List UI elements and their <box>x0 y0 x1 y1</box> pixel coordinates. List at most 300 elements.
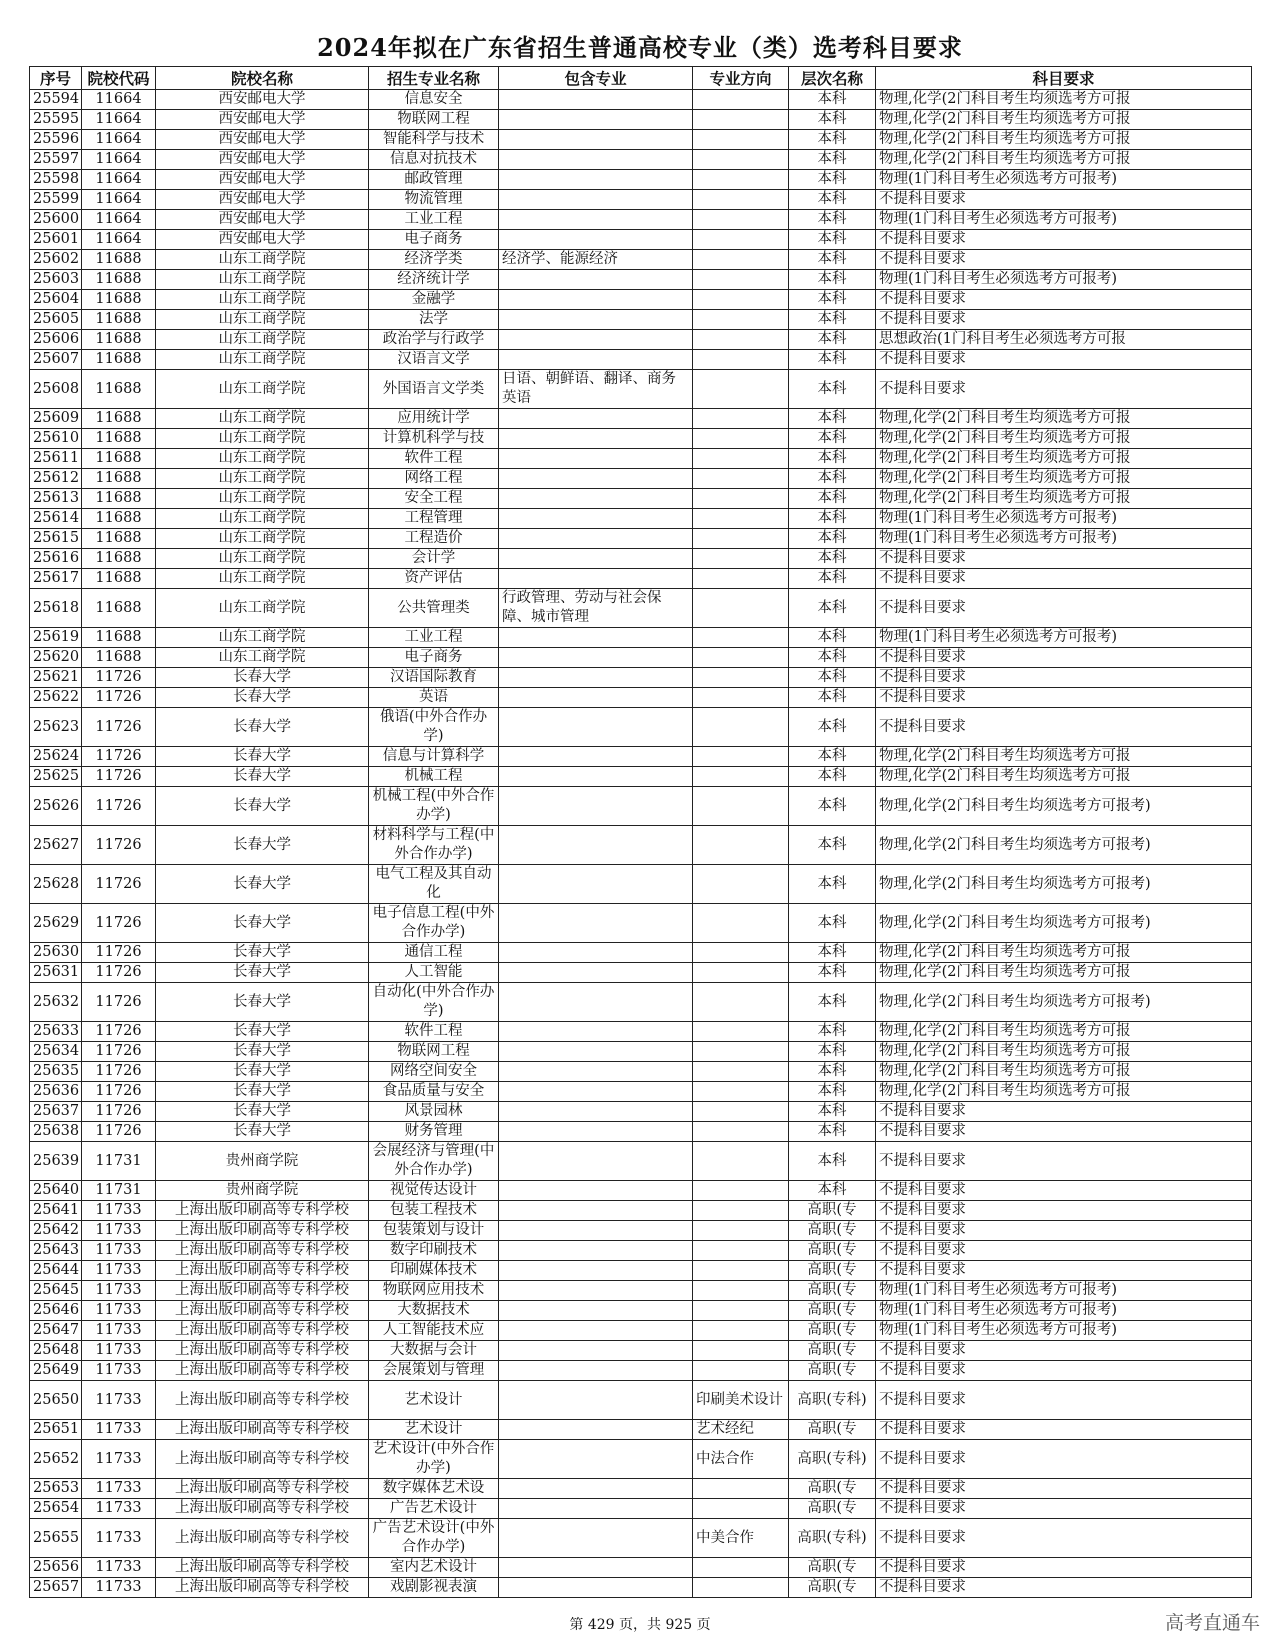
table-row <box>30 90 1252 110</box>
direction-cell <box>693 509 789 529</box>
level-cell: 本科 <box>789 688 876 708</box>
major-name-cell: 广告艺术设计 <box>369 1499 499 1519</box>
major-name-cell: 会展策划与管理 <box>369 1361 499 1381</box>
serial-cell: 25600 <box>30 210 82 230</box>
included-majors-cell <box>499 767 693 787</box>
direction-cell <box>693 747 789 767</box>
serial-cell: 25646 <box>30 1301 82 1321</box>
school-name-cell: 上海出版印刷高等专科学校 <box>156 1578 369 1598</box>
school-name-cell: 长春大学 <box>156 1062 369 1082</box>
major-name-cell: 戏剧影视表演 <box>369 1578 499 1598</box>
school-code-cell: 11688 <box>82 429 156 449</box>
school-code-cell: 11688 <box>82 449 156 469</box>
level-cell: 高职(专 <box>789 1221 876 1241</box>
level-cell: 高职(专科) <box>789 1519 876 1558</box>
school-code-cell: 11733 <box>82 1420 156 1440</box>
subject-requirement-cell: 不提科目要求 <box>876 589 1252 628</box>
serial-cell: 25594 <box>30 90 82 110</box>
table-row <box>30 1301 1252 1321</box>
school-code-cell: 11664 <box>82 170 156 190</box>
direction-cell <box>693 1181 789 1201</box>
serial-cell: 25641 <box>30 1201 82 1221</box>
subject-requirements-table <box>29 66 1252 1598</box>
table-row <box>30 370 1252 409</box>
direction-cell <box>693 330 789 350</box>
table-row <box>30 529 1252 549</box>
direction-cell <box>693 569 789 589</box>
included-majors-cell <box>499 290 693 310</box>
table-row <box>30 1142 1252 1181</box>
major-name-cell: 材料科学与工程(中外合作办学) <box>369 826 499 865</box>
school-name-cell: 山东工商学院 <box>156 330 369 350</box>
serial-cell: 25595 <box>30 110 82 130</box>
major-name-cell: 人工智能 <box>369 963 499 983</box>
level-cell: 本科 <box>789 170 876 190</box>
direction-cell <box>693 1578 789 1598</box>
serial-cell: 25638 <box>30 1122 82 1142</box>
serial-cell: 25604 <box>30 290 82 310</box>
major-name-cell: 艺术设计 <box>369 1420 499 1440</box>
table-row <box>30 1062 1252 1082</box>
major-name-cell: 软件工程 <box>369 1022 499 1042</box>
school-name-cell: 山东工商学院 <box>156 449 369 469</box>
serial-cell: 25619 <box>30 628 82 648</box>
level-cell: 本科 <box>789 1122 876 1142</box>
level-cell: 本科 <box>789 943 876 963</box>
table-row <box>30 688 1252 708</box>
included-majors-cell <box>499 190 693 210</box>
subject-requirement-cell: 不提科目要求 <box>876 1440 1252 1479</box>
level-cell: 本科 <box>789 1062 876 1082</box>
table-row <box>30 170 1252 190</box>
major-name-cell: 艺术设计(中外合作办学) <box>369 1440 499 1479</box>
major-name-cell: 艺术设计 <box>369 1381 499 1420</box>
included-majors-cell <box>499 1261 693 1281</box>
level-cell: 本科 <box>789 489 876 509</box>
school-code-cell: 11726 <box>82 747 156 767</box>
serial-cell: 25607 <box>30 350 82 370</box>
table-row <box>30 1042 1252 1062</box>
school-name-cell: 长春大学 <box>156 865 369 904</box>
subject-requirement-cell: 物理,化学(2门科目考生均须选考方可报 <box>876 1082 1252 1102</box>
table-row <box>30 708 1252 747</box>
direction-cell <box>693 270 789 290</box>
major-name-cell: 室内艺术设计 <box>369 1558 499 1578</box>
serial-cell: 25630 <box>30 943 82 963</box>
school-code-cell: 11688 <box>82 549 156 569</box>
major-name-cell: 会展经济与管理(中外合作办学) <box>369 1142 499 1181</box>
table-row <box>30 628 1252 648</box>
school-code-cell: 11664 <box>82 110 156 130</box>
included-majors-cell: 日语、朝鲜语、翻译、商务英语 <box>499 370 693 409</box>
school-name-cell: 西安邮电大学 <box>156 130 369 150</box>
direction-cell <box>693 170 789 190</box>
school-name-cell: 上海出版印刷高等专科学校 <box>156 1420 369 1440</box>
major-name-cell: 电子商务 <box>369 230 499 250</box>
table-row <box>30 826 1252 865</box>
school-name-cell: 上海出版印刷高等专科学校 <box>156 1479 369 1499</box>
school-code-cell: 11731 <box>82 1142 156 1181</box>
major-name-cell: 工程管理 <box>369 509 499 529</box>
serial-cell: 25614 <box>30 509 82 529</box>
table-row <box>30 747 1252 767</box>
school-name-cell: 贵州商学院 <box>156 1181 369 1201</box>
major-name-cell: 机械工程(中外合作办学) <box>369 787 499 826</box>
level-cell: 本科 <box>789 90 876 110</box>
direction-cell <box>693 449 789 469</box>
school-name-cell: 山东工商学院 <box>156 589 369 628</box>
major-name-cell: 风景园林 <box>369 1102 499 1122</box>
table-row <box>30 1321 1252 1341</box>
table-row <box>30 150 1252 170</box>
level-cell: 本科 <box>789 1082 876 1102</box>
table-row <box>30 1420 1252 1440</box>
school-code-cell: 11664 <box>82 210 156 230</box>
school-code-cell: 11688 <box>82 409 156 429</box>
subject-requirement-cell: 不提科目要求 <box>876 250 1252 270</box>
school-name-cell: 山东工商学院 <box>156 509 369 529</box>
direction-cell <box>693 370 789 409</box>
table-row <box>30 1241 1252 1261</box>
direction-cell <box>693 1558 789 1578</box>
serial-cell: 25612 <box>30 469 82 489</box>
level-cell: 高职(专 <box>789 1281 876 1301</box>
subject-requirement-cell: 物理,化学(2门科目考生均须选考方可报 <box>876 963 1252 983</box>
level-cell: 本科 <box>789 628 876 648</box>
table-row <box>30 963 1252 983</box>
subject-requirement-cell: 物理,化学(2门科目考生均须选考方可报考) <box>876 787 1252 826</box>
school-name-cell: 上海出版印刷高等专科学校 <box>156 1301 369 1321</box>
level-cell: 本科 <box>789 787 876 826</box>
school-name-cell: 上海出版印刷高等专科学校 <box>156 1241 369 1261</box>
direction-cell <box>693 1142 789 1181</box>
major-name-cell: 外国语言文学类 <box>369 370 499 409</box>
direction-cell <box>693 230 789 250</box>
level-cell: 本科 <box>789 449 876 469</box>
major-name-cell: 包装策划与设计 <box>369 1221 499 1241</box>
table-row <box>30 1181 1252 1201</box>
subject-requirement-cell: 物理,化学(2门科目考生均须选考方可报 <box>876 943 1252 963</box>
subject-requirement-cell: 不提科目要求 <box>876 1558 1252 1578</box>
serial-cell: 25626 <box>30 787 82 826</box>
serial-cell: 25628 <box>30 865 82 904</box>
table-row <box>30 1578 1252 1598</box>
major-name-cell: 应用统计学 <box>369 409 499 429</box>
level-cell: 本科 <box>789 569 876 589</box>
table-row <box>30 270 1252 290</box>
school-code-cell: 11733 <box>82 1361 156 1381</box>
school-code-cell: 11726 <box>82 943 156 963</box>
table-row <box>30 330 1252 350</box>
direction-cell <box>693 529 789 549</box>
table-row <box>30 648 1252 668</box>
table-row <box>30 1499 1252 1519</box>
serial-cell: 25618 <box>30 589 82 628</box>
school-code-cell: 11688 <box>82 589 156 628</box>
included-majors-cell <box>499 569 693 589</box>
level-cell: 本科 <box>789 904 876 943</box>
level-cell: 高职(专 <box>789 1558 876 1578</box>
included-majors-cell <box>499 90 693 110</box>
serial-cell: 25605 <box>30 310 82 330</box>
school-name-cell: 长春大学 <box>156 1102 369 1122</box>
included-majors-cell <box>499 1102 693 1122</box>
level-cell: 本科 <box>789 270 876 290</box>
table-row <box>30 1201 1252 1221</box>
serial-cell: 25623 <box>30 708 82 747</box>
serial-cell: 25597 <box>30 150 82 170</box>
table-row <box>30 943 1252 963</box>
included-majors-cell <box>499 1122 693 1142</box>
included-majors-cell <box>499 469 693 489</box>
school-code-cell: 11731 <box>82 1181 156 1201</box>
school-code-cell: 11726 <box>82 983 156 1022</box>
included-majors-cell <box>499 648 693 668</box>
serial-cell: 25624 <box>30 747 82 767</box>
subject-requirement-cell: 物理,化学(2门科目考生均须选考方可报考) <box>876 983 1252 1022</box>
school-name-cell: 上海出版印刷高等专科学校 <box>156 1519 369 1558</box>
major-name-cell: 网络空间安全 <box>369 1062 499 1082</box>
serial-cell: 25629 <box>30 904 82 943</box>
table-row <box>30 110 1252 130</box>
included-majors-cell: 经济学、能源经济 <box>499 250 693 270</box>
table-row <box>30 250 1252 270</box>
included-majors-cell <box>499 668 693 688</box>
included-majors-cell <box>499 1022 693 1042</box>
major-name-cell: 印刷媒体技术 <box>369 1261 499 1281</box>
major-name-cell: 俄语(中外合作办学) <box>369 708 499 747</box>
school-code-cell: 11726 <box>82 787 156 826</box>
major-name-cell: 视觉传达设计 <box>369 1181 499 1201</box>
table-row <box>30 409 1252 429</box>
level-cell: 本科 <box>789 150 876 170</box>
direction-cell: 印刷美术设计 <box>693 1381 789 1420</box>
direction-cell <box>693 708 789 747</box>
direction-cell <box>693 1479 789 1499</box>
included-majors-cell <box>499 983 693 1022</box>
included-majors-cell <box>499 1201 693 1221</box>
table-row <box>30 230 1252 250</box>
major-name-cell: 网络工程 <box>369 469 499 489</box>
subject-requirement-cell: 不提科目要求 <box>876 1479 1252 1499</box>
level-cell: 本科 <box>789 826 876 865</box>
school-name-cell: 山东工商学院 <box>156 350 369 370</box>
serial-cell: 25601 <box>30 230 82 250</box>
included-majors-cell <box>499 230 693 250</box>
school-code-cell: 11733 <box>82 1479 156 1499</box>
subject-requirement-cell: 不提科目要求 <box>876 1221 1252 1241</box>
school-code-cell: 11726 <box>82 1102 156 1122</box>
table-row <box>30 310 1252 330</box>
table-row <box>30 449 1252 469</box>
page-footer: 第 429 页，共 925 页 <box>569 1617 711 1633</box>
school-name-cell: 长春大学 <box>156 668 369 688</box>
school-name-cell: 长春大学 <box>156 826 369 865</box>
subject-requirement-cell: 不提科目要求 <box>876 569 1252 589</box>
major-name-cell: 智能科学与技术 <box>369 130 499 150</box>
subject-requirement-cell: 物理,化学(2门科目考生均须选考方可报 <box>876 449 1252 469</box>
direction-cell <box>693 1499 789 1519</box>
major-name-cell: 英语 <box>369 688 499 708</box>
school-code-cell: 11733 <box>82 1241 156 1261</box>
major-name-cell: 计算机科学与技 <box>369 429 499 449</box>
level-cell: 本科 <box>789 865 876 904</box>
subject-requirement-cell: 物理,化学(2门科目考生均须选考方可报 <box>876 110 1252 130</box>
table-row <box>30 429 1252 449</box>
school-name-cell: 西安邮电大学 <box>156 230 369 250</box>
school-name-cell: 长春大学 <box>156 1122 369 1142</box>
major-name-cell: 机械工程 <box>369 767 499 787</box>
direction-cell <box>693 130 789 150</box>
school-name-cell: 山东工商学院 <box>156 409 369 429</box>
page-title: 2024年拟在广东省招生普通高校专业（类）选考科目要求 <box>317 33 963 62</box>
school-code-cell: 11733 <box>82 1440 156 1479</box>
major-name-cell: 软件工程 <box>369 449 499 469</box>
serial-cell: 25652 <box>30 1440 82 1479</box>
direction-cell <box>693 549 789 569</box>
serial-cell: 25596 <box>30 130 82 150</box>
direction-cell <box>693 290 789 310</box>
subject-requirement-cell: 物理,化学(2门科目考生均须选考方可报 <box>876 409 1252 429</box>
direction-cell <box>693 589 789 628</box>
column-header: 包含专业 <box>499 67 693 90</box>
school-code-cell: 11688 <box>82 310 156 330</box>
subject-requirement-cell: 物理,化学(2门科目考生均须选考方可报考) <box>876 904 1252 943</box>
serial-cell: 25610 <box>30 429 82 449</box>
direction-cell: 艺术经纪 <box>693 1420 789 1440</box>
level-cell: 本科 <box>789 767 876 787</box>
school-name-cell: 山东工商学院 <box>156 569 369 589</box>
table-row <box>30 668 1252 688</box>
serial-cell: 25631 <box>30 963 82 983</box>
serial-cell: 25636 <box>30 1082 82 1102</box>
subject-requirement-cell: 物理,化学(2门科目考生均须选考方可报 <box>876 1042 1252 1062</box>
level-cell: 高职(专科) <box>789 1381 876 1420</box>
major-name-cell: 数字媒体艺术设 <box>369 1479 499 1499</box>
major-name-cell: 邮政管理 <box>369 170 499 190</box>
included-majors-cell <box>499 170 693 190</box>
serial-cell: 25602 <box>30 250 82 270</box>
school-code-cell: 11664 <box>82 190 156 210</box>
school-name-cell: 长春大学 <box>156 1022 369 1042</box>
level-cell: 本科 <box>789 708 876 747</box>
school-name-cell: 长春大学 <box>156 1042 369 1062</box>
major-name-cell: 信息安全 <box>369 90 499 110</box>
serial-cell: 25606 <box>30 330 82 350</box>
school-name-cell: 上海出版印刷高等专科学校 <box>156 1361 369 1381</box>
table-row <box>30 290 1252 310</box>
column-header: 招生专业名称 <box>369 67 499 90</box>
serial-cell: 25617 <box>30 569 82 589</box>
included-majors-cell <box>499 1479 693 1499</box>
subject-requirement-cell: 物理,化学(2门科目考生均须选考方可报考) <box>876 865 1252 904</box>
subject-requirement-cell: 物理(1门科目考生必须选考方可报考) <box>876 210 1252 230</box>
table-row <box>30 1261 1252 1281</box>
table-row <box>30 489 1252 509</box>
included-majors-cell <box>499 330 693 350</box>
level-cell: 高职(专 <box>789 1499 876 1519</box>
subject-requirement-cell: 不提科目要求 <box>876 549 1252 569</box>
school-code-cell: 11688 <box>82 350 156 370</box>
direction-cell <box>693 826 789 865</box>
direction-cell <box>693 1341 789 1361</box>
included-majors-cell <box>499 489 693 509</box>
included-majors-cell <box>499 1301 693 1321</box>
included-majors-cell <box>499 1281 693 1301</box>
school-name-cell: 山东工商学院 <box>156 310 369 330</box>
subject-requirement-cell: 物理,化学(2门科目考生均须选考方可报 <box>876 90 1252 110</box>
direction-cell <box>693 787 789 826</box>
included-majors-cell <box>499 688 693 708</box>
school-name-cell: 上海出版印刷高等专科学校 <box>156 1201 369 1221</box>
major-name-cell: 人工智能技术应 <box>369 1321 499 1341</box>
major-name-cell: 安全工程 <box>369 489 499 509</box>
included-majors-cell <box>499 429 693 449</box>
major-name-cell: 大数据与会计 <box>369 1341 499 1361</box>
school-name-cell: 贵州商学院 <box>156 1142 369 1181</box>
level-cell: 本科 <box>789 429 876 449</box>
table-row <box>30 130 1252 150</box>
subject-requirement-cell: 不提科目要求 <box>876 1381 1252 1420</box>
school-code-cell: 11688 <box>82 489 156 509</box>
included-majors-cell <box>499 1578 693 1598</box>
included-majors-cell <box>499 1181 693 1201</box>
level-cell: 本科 <box>789 290 876 310</box>
subject-requirement-cell: 不提科目要求 <box>876 1420 1252 1440</box>
serial-cell: 25649 <box>30 1361 82 1381</box>
school-code-cell: 11688 <box>82 330 156 350</box>
table-row <box>30 509 1252 529</box>
major-name-cell: 包装工程技术 <box>369 1201 499 1221</box>
school-name-cell: 长春大学 <box>156 787 369 826</box>
table-row <box>30 1022 1252 1042</box>
subject-requirement-cell: 不提科目要求 <box>876 1142 1252 1181</box>
direction-cell <box>693 1122 789 1142</box>
subject-requirement-cell: 物理,化学(2门科目考生均须选考方可报考) <box>876 826 1252 865</box>
serial-cell: 25620 <box>30 648 82 668</box>
included-majors-cell <box>499 1361 693 1381</box>
serial-cell: 25645 <box>30 1281 82 1301</box>
direction-cell <box>693 865 789 904</box>
school-name-cell: 长春大学 <box>156 983 369 1022</box>
level-cell: 高职(专 <box>789 1361 876 1381</box>
major-name-cell: 电子信息工程(中外合作办学) <box>369 904 499 943</box>
school-code-cell: 11664 <box>82 130 156 150</box>
direction-cell <box>693 1361 789 1381</box>
school-code-cell: 11688 <box>82 569 156 589</box>
level-cell: 本科 <box>789 1142 876 1181</box>
school-name-cell: 山东工商学院 <box>156 648 369 668</box>
direction-cell: 中法合作 <box>693 1440 789 1479</box>
table-row <box>30 1281 1252 1301</box>
school-code-cell: 11733 <box>82 1578 156 1598</box>
school-name-cell: 山东工商学院 <box>156 628 369 648</box>
major-name-cell: 电子商务 <box>369 648 499 668</box>
included-majors-cell <box>499 1420 693 1440</box>
subject-requirement-cell: 不提科目要求 <box>876 190 1252 210</box>
included-majors-cell <box>499 747 693 767</box>
serial-cell: 25609 <box>30 409 82 429</box>
direction-cell <box>693 1102 789 1122</box>
column-header: 专业方向 <box>693 67 789 90</box>
school-name-cell: 山东工商学院 <box>156 549 369 569</box>
included-majors-cell <box>499 1042 693 1062</box>
subject-requirement-cell: 不提科目要求 <box>876 1261 1252 1281</box>
included-majors-cell <box>499 1558 693 1578</box>
school-code-cell: 11726 <box>82 963 156 983</box>
direction-cell <box>693 1082 789 1102</box>
included-majors-cell <box>499 963 693 983</box>
